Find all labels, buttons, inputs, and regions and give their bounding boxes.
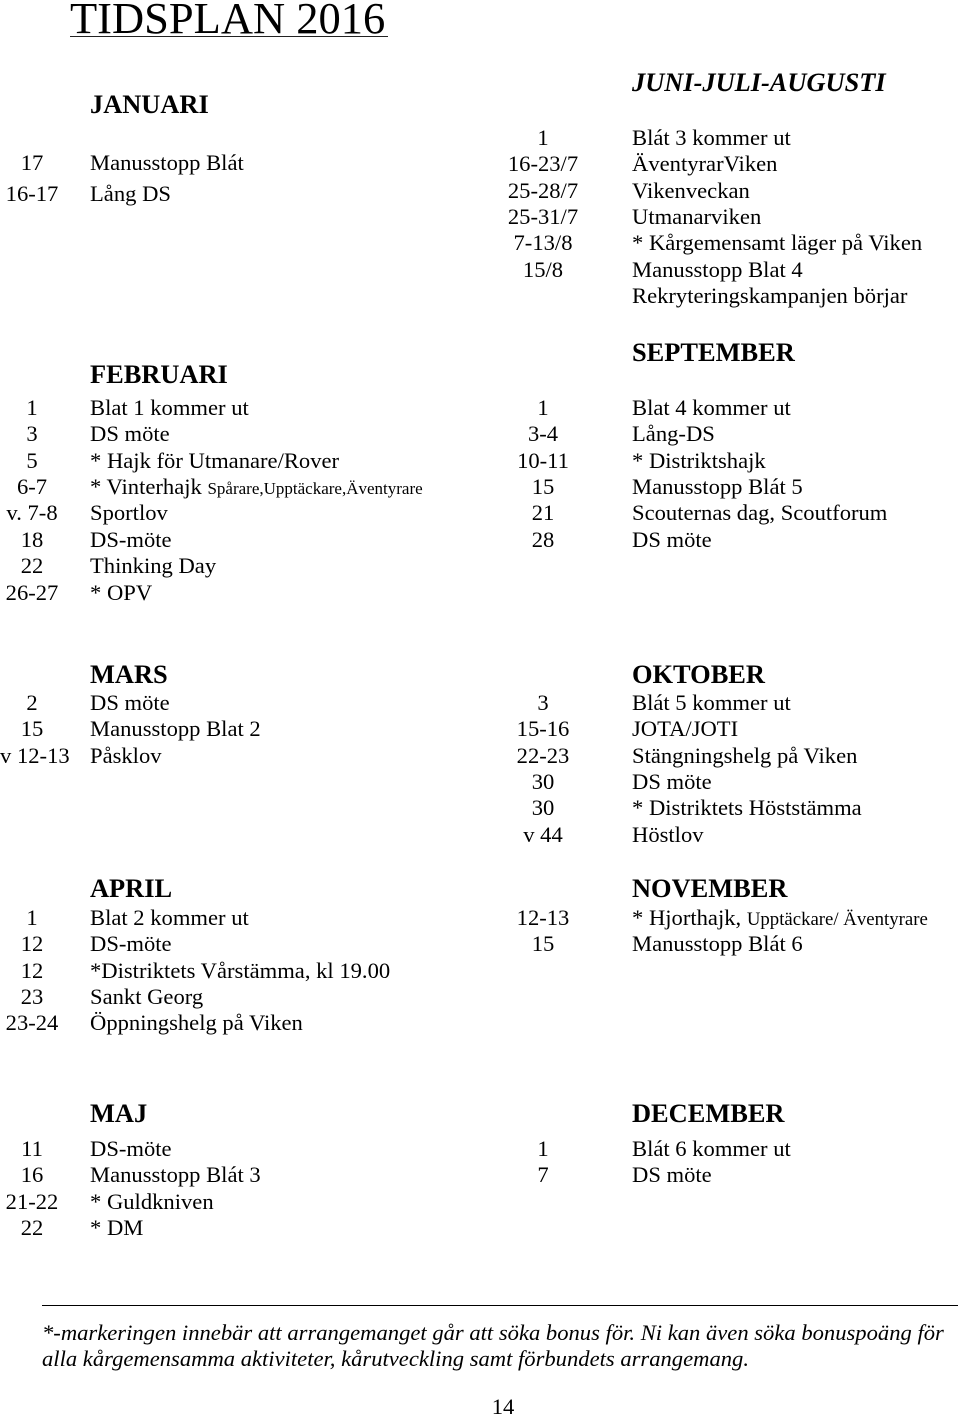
event-text: Blat 2 kommer ut — [90, 904, 249, 930]
schedule-row — [503, 931, 960, 957]
event-text: Manusstopp Blat 2 — [90, 716, 261, 742]
schedule-row — [503, 822, 960, 848]
schedule-row — [503, 795, 960, 821]
schedule-row — [0, 1162, 500, 1188]
month-events-december — [503, 1136, 960, 1189]
month-heading-november: NOVEMBER — [632, 873, 788, 903]
footnote — [42, 1320, 960, 1373]
event-date: 25-31/7 — [507, 203, 579, 229]
schedule-row — [0, 474, 500, 500]
event-date: 23-24 — [5, 1010, 59, 1036]
schedule-row — [0, 905, 500, 931]
event-date: 15 — [20, 716, 44, 742]
event-date: 30 — [531, 795, 555, 821]
event-text: * OPV — [90, 579, 153, 605]
event-date: 22-23 — [516, 742, 570, 768]
event-text: * DM — [90, 1214, 144, 1240]
schedule-row — [503, 421, 960, 447]
event-text: * Vinterhajk — [90, 473, 202, 499]
event-text: DS-möte — [90, 526, 172, 552]
schedule-row — [503, 151, 960, 177]
schedule-row — [503, 283, 960, 309]
event-note: Upptäckare/ Äventyrare — [746, 908, 928, 930]
month-events-mars — [0, 690, 500, 769]
event-date: 21 — [531, 500, 555, 526]
schedule-row — [503, 448, 960, 474]
month-heading-januari: JANUARI — [90, 89, 209, 119]
event-date: 16-17 — [5, 180, 59, 206]
event-text: * Distriktets Höststämma — [632, 795, 862, 821]
schedule-row — [503, 230, 960, 256]
month-heading-april: APRIL — [90, 873, 173, 903]
event-date: v 12-13 — [0, 742, 70, 768]
event-text: Öppningshelg på Viken — [90, 1010, 303, 1036]
event-text: * Hjorthajk, — [632, 904, 742, 930]
event-text: Thinking Day — [90, 553, 217, 579]
schedule-row — [503, 769, 960, 795]
event-text: * Hajk för Utmanare/Rover — [90, 447, 340, 473]
schedule-row — [503, 474, 960, 500]
schedule-row — [0, 500, 500, 526]
schedule-row — [503, 204, 960, 230]
event-text: Blát 5 kommer ut — [632, 689, 791, 715]
event-date: 3-4 — [527, 421, 559, 447]
event-date: 23 — [20, 983, 44, 1009]
month-events-oktober — [503, 690, 960, 848]
footnote-line: *-markeringen innebär att arrangemanget går att söka bonus för. Ni kan även söka bonuspoäng för — [42, 1320, 944, 1345]
event-text: * Distriktshajk — [632, 447, 766, 473]
schedule-row — [503, 716, 960, 742]
event-date: 6-7 — [16, 473, 48, 499]
event-date: 2 — [26, 689, 38, 715]
event-date: 26-27 — [5, 579, 59, 605]
schedule-row — [503, 743, 960, 769]
page-title: TIDSPLAN 2016 — [70, 0, 388, 37]
event-text: Blat 1 kommer ut — [90, 394, 249, 420]
event-text: Höstlov — [632, 821, 704, 847]
event-text: * Kårgemensamt läger på Viken — [632, 230, 923, 256]
event-cell — [90, 474, 423, 502]
schedule-row — [503, 1162, 960, 1188]
schedule-row — [503, 905, 960, 931]
schedule-row — [0, 743, 500, 769]
schedule-row — [503, 125, 960, 151]
event-date: 18 — [20, 526, 44, 552]
schedule-row — [0, 147, 500, 178]
event-text: Rekryteringskampanjen börjar — [632, 283, 908, 309]
event-date: 1 — [26, 904, 38, 930]
event-text: * Guldkniven — [90, 1188, 214, 1214]
schedule-row — [503, 178, 960, 204]
event-date: 22 — [20, 1214, 44, 1240]
event-date: 15/8 — [522, 256, 564, 282]
event-date: 22 — [20, 553, 44, 579]
month-events-november — [503, 905, 960, 958]
month-heading-mars: MARS — [90, 659, 168, 689]
schedule-row — [0, 690, 500, 716]
month-heading-februari: FEBRUARI — [90, 359, 228, 389]
event-text: Blat 4 kommer ut — [632, 394, 791, 420]
event-note: Spårare,Upptäckare,Äventyrare — [207, 478, 423, 498]
schedule-row — [0, 448, 500, 474]
event-text: DS-möte — [90, 931, 172, 957]
footnote-divider — [42, 1305, 958, 1306]
event-text: DS-möte — [90, 1135, 172, 1161]
event-date: 7-13/8 — [513, 230, 573, 256]
schedule-row — [503, 395, 960, 421]
event-cell — [632, 905, 928, 933]
month-events-april — [0, 905, 500, 1037]
event-text: Lång DS — [90, 180, 171, 206]
event-date: 7 — [537, 1162, 549, 1188]
schedule-row — [0, 716, 500, 742]
event-text: Manusstopp Blát — [90, 149, 244, 175]
event-text: DS möte — [90, 421, 170, 447]
event-text: Scouternas dag, Scoutforum — [632, 500, 888, 526]
schedule-row — [503, 690, 960, 716]
event-date: v. 7-8 — [6, 500, 58, 526]
event-date: 3 — [26, 421, 38, 447]
event-date: 15 — [531, 931, 555, 957]
event-date: 12 — [20, 957, 44, 983]
schedule-row — [0, 931, 500, 957]
event-text: Påsklov — [90, 742, 162, 768]
event-text: Manusstopp Blát 6 — [632, 931, 803, 957]
event-date: 16-23/7 — [507, 151, 579, 177]
event-date: 11 — [21, 1135, 43, 1161]
schedule-row — [503, 1136, 960, 1162]
schedule-row — [0, 1215, 500, 1241]
event-text: DS möte — [90, 689, 170, 715]
schedule-row — [503, 527, 960, 553]
event-text: Sankt Georg — [90, 983, 204, 1009]
event-date: 30 — [531, 768, 555, 794]
event-text: Manusstopp Blát 3 — [90, 1162, 261, 1188]
event-date: 17 — [20, 149, 44, 175]
event-date: 3 — [537, 689, 549, 715]
event-date: 16 — [20, 1162, 44, 1188]
event-text: Blát 3 kommer ut — [632, 124, 791, 150]
event-date: 5 — [26, 447, 38, 473]
event-text: Manusstopp Blat 4 — [632, 256, 803, 282]
schedule-row — [0, 421, 500, 447]
event-text: Sportlov — [90, 500, 168, 526]
schedule-row — [503, 257, 960, 283]
event-text: *Distriktets Vårstämma, kl 19.00 — [90, 957, 391, 983]
event-date: 25-28/7 — [507, 177, 579, 203]
event-text: ÄventyrarViken — [632, 151, 778, 177]
event-text: Lång-DS — [632, 421, 715, 447]
schedule-row — [0, 553, 500, 579]
event-text: DS möte — [632, 526, 712, 552]
event-date: 21-22 — [5, 1188, 59, 1214]
schedule-row — [0, 527, 500, 553]
event-text: DS möte — [632, 1162, 712, 1188]
month-heading-oktober: OKTOBER — [632, 659, 765, 689]
event-text: JOTA/JOTI — [632, 716, 739, 742]
event-text: Blát 6 kommer ut — [632, 1135, 791, 1161]
event-text: Utmanarviken — [632, 203, 762, 229]
month-heading-maj: MAJ — [90, 1098, 148, 1128]
schedule-row — [0, 1010, 500, 1036]
event-text: DS möte — [632, 768, 712, 794]
month-heading-juni-juli-augusti: JUNI-JULI-AUGUSTI — [632, 67, 886, 97]
month-heading-september: SEPTEMBER — [632, 337, 795, 367]
schedule-row — [0, 1189, 500, 1215]
schedule-row — [503, 500, 960, 526]
month-events-september — [503, 395, 960, 553]
schedule-row — [0, 395, 500, 421]
month-events-juni-juli-augusti — [503, 125, 960, 310]
month-events-maj — [0, 1136, 500, 1242]
event-date: v 44 — [523, 821, 563, 847]
schedule-row — [0, 178, 500, 209]
event-date: 10-11 — [517, 447, 569, 473]
event-text: Vikenveckan — [632, 177, 750, 203]
event-date: 15-16 — [516, 716, 570, 742]
event-date: 1 — [26, 394, 38, 420]
schedule-row — [0, 984, 500, 1010]
schedule-row — [0, 1136, 500, 1162]
event-date: 28 — [531, 526, 555, 552]
month-events-februari — [0, 395, 500, 606]
month-heading-december: DECEMBER — [632, 1098, 785, 1128]
event-date: 12-13 — [516, 904, 570, 930]
event-date: 1 — [537, 124, 549, 150]
footnote-line: alla kårgemensamma aktiviteter, kårutveckling samt förbundets arrangemang. — [42, 1346, 749, 1372]
event-date: 1 — [537, 1135, 549, 1161]
schedule-row — [0, 958, 500, 984]
month-events-januari — [0, 147, 500, 209]
event-text: Stängningshelg på Viken — [632, 742, 858, 768]
schedule-row — [0, 580, 500, 606]
event-text: Manusstopp Blát 5 — [632, 473, 803, 499]
event-date: 15 — [531, 473, 555, 499]
event-date: 12 — [20, 931, 44, 957]
page-number: 14 — [491, 1394, 515, 1419]
event-date: 1 — [537, 394, 549, 420]
